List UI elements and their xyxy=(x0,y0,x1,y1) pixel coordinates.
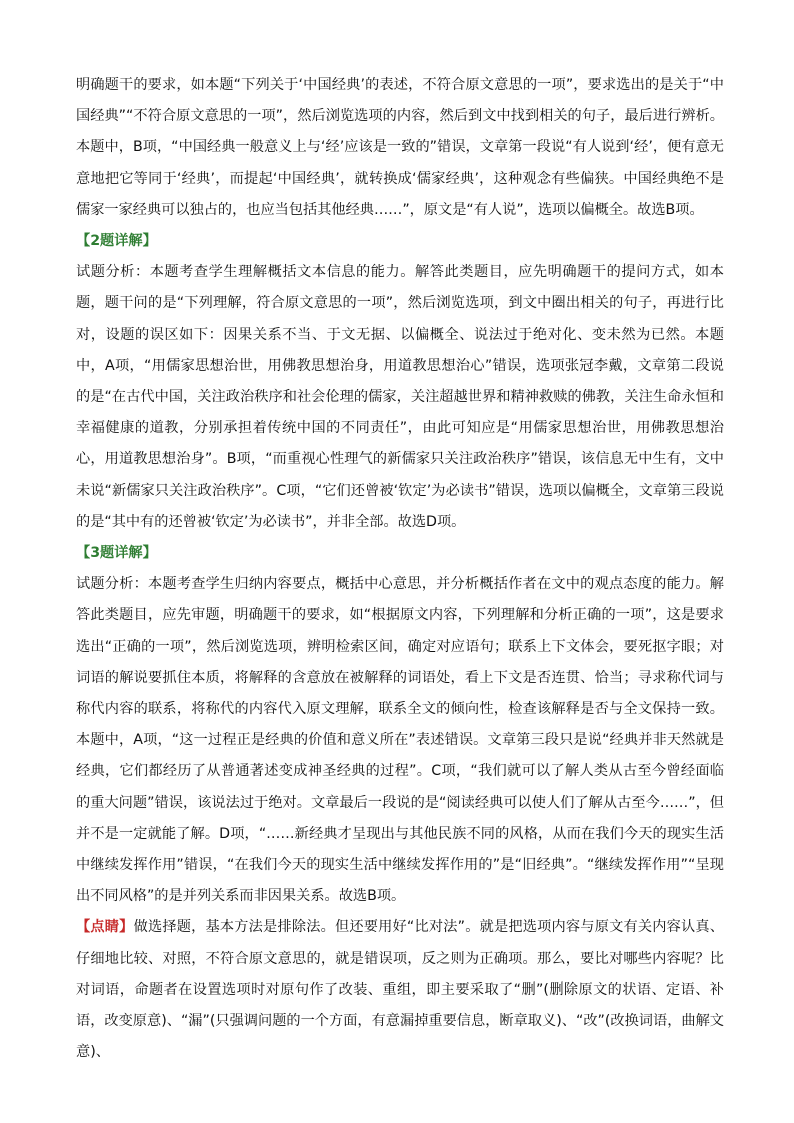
paragraph-q3-analysis: 试题分析：本题考查学生归纳内容要点，概括中心意思，并分析概括作者在文中的观点态度的能力。解答此类题目，应先审题，明确题干的要求，如“根据原文内容，下列理解和分析正确的一项”，这是要求选出“正确的一项”，然后浏览选项，辨明检索区间，确定对应语句；联系上下文体会，要死抠字眼；对词语的解说要抓住本质，将解释的含意放在被解释的词语处，看上下文是否连贯、恰当；寻求称代词与称代内容的联系，将称代的内容代入原文理解，联系全文的倾向性，检查该解释是否与全文保持一致。本题中，A项，“这一过程正是经典的价值和意义所在”表述错误。文章第三段只是说“经典并非天然就是经典，它们都经历了从普通著述变成神圣经典的过程”。C项，“我们就可以了解人类从古至今曾经面临的重大问题”错误，该说法过于绝对。文章最后一段说的是“阅读经典可以使人们了解从古至今……”，但并不是一定就能了解。D项，“……新经典才呈现出与其他民族不同的风格，从而在我们今天的现实生活中继续发挥作用”错误，“在我们今天的现实生活中继续发挥作用的”是“旧经典”。“继续发挥作用”“呈现出不同风格”的是并列关系而非因果关系。故选B项。 xyxy=(76,576,724,905)
heading-q2-detail: 【2题详解】 xyxy=(76,233,157,250)
paragraph-tip xyxy=(76,912,724,1068)
paragraph-q1-analysis: 明确题干的要求，如本题“下列关于‘中国经典’的表述，不符合原文意思的一项”，要求选出的是关于“中国经典”“不符合原文意思的一项”，然后浏览选项的内容，然后到文中找到相关的句子，最后进行辨析。本题中，B项，“中国经典一般意义上与‘经’应该是一致的”错误，文章第一段说“有人说到‘经’，便有意无意地把它等同于‘经典’，而提起‘中国经典’，就转换成‘儒家经典’，这种观念有些偏狭。中国经典绝不是儒家一家经典可以独占的，也应当包括其他经典……”，原文是“有人说”，选项以偏概全。故选B项。 xyxy=(76,77,724,218)
document-page xyxy=(76,70,724,1069)
tip-text: 做选择题，基本方法是排除法。但还要用好“比对法”。就是把选项内容与原文有关内容认真、仔细地比较、对照，不符合原文意思的，就是错误项，反之则为正确项。那么，要比对哪些内容呢？比对词语，命题者在设置选项时对原句作了改装、重组，即主要采取了“删”(删除原文的状语、定语、补语，改变原意)、“漏”(只强调问题的一个方面，有意漏掉重要信息，断章取义)、“改”(改换词语，曲解文意)、 xyxy=(76,919,724,1061)
tip-label: 【点睛】 xyxy=(76,919,134,936)
paragraph-q2-analysis: 试题分析：本题考查学生理解概括文本信息的能力。解答此类题目，应先明确题干的提问方式，如本题，题干问的是“下列理解，符合原文意思的一项”，然后浏览选项，到文中圈出相关的句子，再进行比对，设题的误区如下：因果关系不当、于文无据、以偏概全、说法过于绝对化、变未然为已然。本题中，A项，“用儒家思想治世，用佛教思想治身，用道教思想治心”错误，选项张冠李戴，文章第二段说的是“在古代中国，关注政治秩序和社会伦理的儒家，关注超越世界和精神救赎的佛教，关注生命永恒和幸福健康的道教，分别承担着传统中国的不同责任”，由此可知应是“用儒家思想治世，用佛教思想治心，用道教思想治身”。B项，“而重视心性理气的新儒家只关注政治秩序”错误，该信息无中生有，文中未说“新儒家只关注政治秩序”。C项，“它们还曾被‘钦定’为必读书”错误，选项以偏概全，文章第三段说的是“其中有的还曾被‘钦定’为必读书”，并非全部。故选D项。 xyxy=(76,264,724,530)
heading-q3-detail: 【3题详解】 xyxy=(76,545,157,562)
